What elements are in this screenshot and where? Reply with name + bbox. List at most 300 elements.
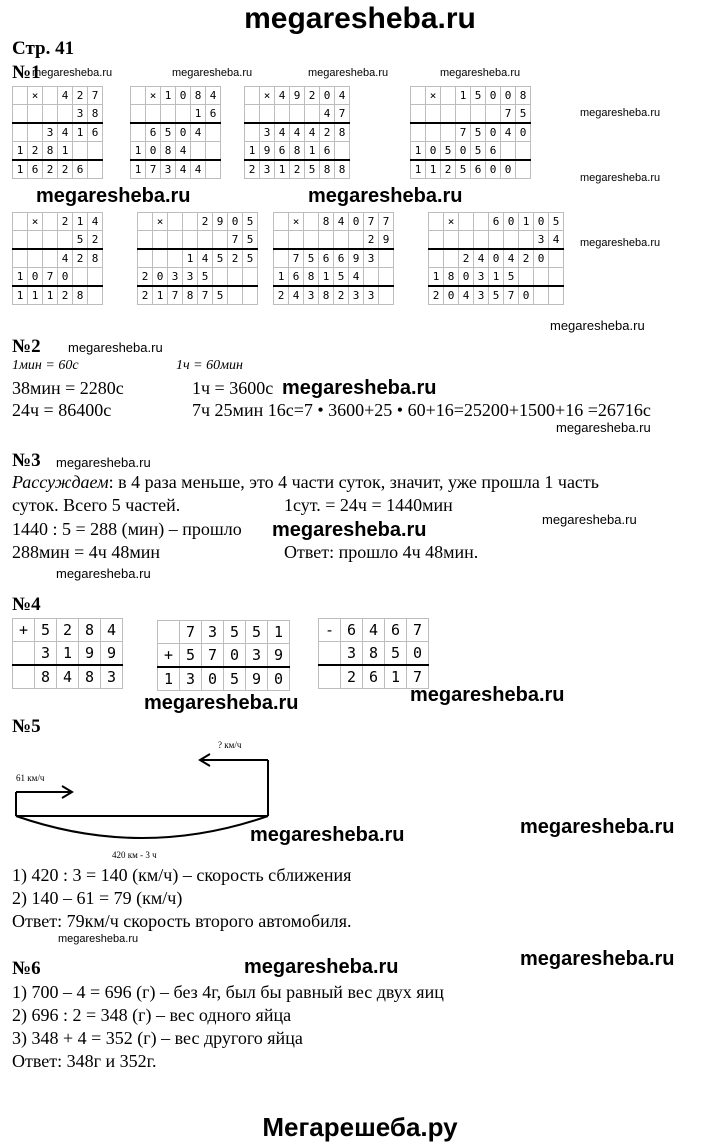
mult-grid-cell xyxy=(168,213,183,231)
column-grid-cell: 8 xyxy=(363,642,385,666)
column-grid-cell: 4 xyxy=(101,619,123,642)
column-grid-cell: 8 xyxy=(79,619,101,642)
mult-grid-cell: 4 xyxy=(501,123,516,142)
mult-grid-cell xyxy=(349,231,364,250)
mult-grid-cell: 5 xyxy=(161,123,176,142)
mult-grid-cell: 3 xyxy=(534,231,549,250)
column-grid-cell: + xyxy=(13,619,35,642)
mult-grid-cell xyxy=(364,268,379,287)
ex3-line1 xyxy=(12,472,599,493)
mult-grid-cell xyxy=(13,87,28,105)
ex3-label: Рассуждаем xyxy=(12,472,109,492)
mult-grid-cell: 4 xyxy=(191,160,206,179)
watermark: megaresheba.ru xyxy=(520,948,675,970)
mult-grid-cell: 2 xyxy=(138,268,153,287)
mult-grid-cell: 4 xyxy=(58,123,73,142)
mult-grid-cell xyxy=(379,286,394,305)
mult-grid-cell: 2 xyxy=(28,142,43,161)
mult-grid-cell: 4 xyxy=(290,123,305,142)
mult-grid-cell: 8 xyxy=(290,142,305,161)
mult-grid-row xyxy=(131,123,221,142)
column-grid-cell: 6 xyxy=(341,619,363,642)
mult-grid-row xyxy=(138,268,258,287)
mult-grid-cell xyxy=(168,249,183,268)
mult-grid-cell xyxy=(411,105,426,124)
mult-grid-cell xyxy=(489,231,504,250)
mult-grid-cell: × xyxy=(260,87,275,105)
mult-grid-cell xyxy=(290,105,305,124)
column-grid-cell: 3 xyxy=(35,642,57,666)
mult-grid-cell: 6 xyxy=(486,142,501,161)
mult-grid-cell: 5 xyxy=(243,249,258,268)
column-grid-cell: 1 xyxy=(57,642,79,666)
mult-grid-cell: 7 xyxy=(228,231,243,250)
mult-grid-row xyxy=(274,249,394,268)
mult-grid-cell xyxy=(228,286,243,305)
mult-grid-cell: 1 xyxy=(13,142,28,161)
mult-grid-cell: 6 xyxy=(73,160,88,179)
mult-grid-cell xyxy=(73,142,88,161)
mult-grid-cell: 0 xyxy=(176,123,191,142)
distance-arc xyxy=(16,816,268,838)
mult-grid-cell xyxy=(519,231,534,250)
column-grid-cell: 1 xyxy=(158,667,180,691)
column-grid-cell xyxy=(13,665,35,689)
mult-grid-cell: 0 xyxy=(228,213,243,231)
distance-label: 420 км - 3 ч xyxy=(112,850,157,860)
mult-grid-cell xyxy=(245,123,260,142)
ex3-line4b: Ответ: прошло 4ч 48мин. xyxy=(284,542,479,562)
column-grid-cell: 3 xyxy=(341,642,363,666)
watermark: megaresheba.ru xyxy=(32,67,113,79)
column-grid-cell: 6 xyxy=(385,619,407,642)
mult-grid-cell: 2 xyxy=(198,213,213,231)
mult-grid-cell xyxy=(13,123,28,142)
watermark: megaresheba.ru xyxy=(244,956,399,978)
mult-grid-cell xyxy=(549,249,564,268)
watermark: megaresheba.ru xyxy=(308,67,389,79)
mult-grid-row xyxy=(13,87,103,105)
mult-grid-cell: 8 xyxy=(320,160,335,179)
column-grid-row xyxy=(13,665,123,689)
mult-grid-cell xyxy=(58,231,73,250)
mult-grid-cell: 2 xyxy=(73,249,88,268)
mult-grid-row xyxy=(131,160,221,179)
column-grid-cell: 7 xyxy=(407,619,429,642)
mult-grid-cell: 8 xyxy=(319,286,334,305)
mult-grid-cell xyxy=(131,123,146,142)
mult-grid-cell xyxy=(444,231,459,250)
mult-grid-cell: 0 xyxy=(489,249,504,268)
mult-grid-cell: 3 xyxy=(364,249,379,268)
mult-grid-cell xyxy=(379,268,394,287)
page-label: Стр. 41 xyxy=(12,38,75,59)
column-grid-cell xyxy=(319,642,341,666)
mult-grid-cell xyxy=(58,105,73,124)
mult-grid-cell: 4 xyxy=(176,160,191,179)
mult-grid-cell: 2 xyxy=(305,87,320,105)
mult-grid-cell xyxy=(146,105,161,124)
mult-grid-cell: 0 xyxy=(176,87,191,105)
mult-grid-8 xyxy=(428,212,564,305)
mult-grid-cell: 0 xyxy=(534,213,549,231)
mult-grid-cell: 7 xyxy=(168,286,183,305)
mult-grid-row xyxy=(13,213,103,231)
mult-grid-cell: 1 xyxy=(28,286,43,305)
mult-grid-7 xyxy=(273,212,394,305)
mult-grid-cell: 0 xyxy=(426,142,441,161)
column-grid-cell: 0 xyxy=(268,667,290,691)
mult-grid-cell: 5 xyxy=(471,123,486,142)
mult-grid-cell: 1 xyxy=(13,268,28,287)
mult-grid-cell: 2 xyxy=(519,249,534,268)
mult-grid-row xyxy=(429,249,564,268)
mult-grid-cell: 8 xyxy=(161,142,176,161)
column-grid-cell: 9 xyxy=(246,667,268,691)
column-grid-row xyxy=(158,621,290,644)
mult-grid-cell xyxy=(516,142,531,161)
mult-grid-cell: 1 xyxy=(131,142,146,161)
watermark: megaresheba.ru xyxy=(282,377,437,399)
mult-grid-row xyxy=(245,87,350,105)
mult-grid-cell xyxy=(304,231,319,250)
mult-grid-cell xyxy=(429,231,444,250)
mult-grid-row xyxy=(429,268,564,287)
mult-grid-cell xyxy=(504,231,519,250)
ex2-line2-left: 24ч = 86400с xyxy=(12,400,112,420)
column-grid-cell: 5 xyxy=(246,621,268,644)
watermark: megaresheba.ru xyxy=(272,519,427,541)
mult-grid-cell: 3 xyxy=(43,123,58,142)
mult-grid-cell: 9 xyxy=(213,213,228,231)
mult-grid-cell xyxy=(43,231,58,250)
column-grid-row xyxy=(13,619,123,642)
mult-grid-cell xyxy=(534,286,549,305)
mult-grid-cell xyxy=(519,268,534,287)
mult-grid-cell xyxy=(305,105,320,124)
mult-grid-cell: 1 xyxy=(274,268,289,287)
mult-grid-cell: 1 xyxy=(519,213,534,231)
add-grid-1 xyxy=(12,618,123,689)
mult-grid-cell: 1 xyxy=(73,213,88,231)
mult-grid-cell xyxy=(153,249,168,268)
ex3-line4a: 288мин = 4ч 48мин xyxy=(12,542,161,562)
mult-grid-cell xyxy=(534,268,549,287)
mult-grid-cell: 3 xyxy=(183,268,198,287)
mult-grid-cell: 3 xyxy=(304,286,319,305)
mult-grid-row xyxy=(131,105,221,124)
mult-grid-cell: 0 xyxy=(534,249,549,268)
mult-grid-5 xyxy=(12,212,103,305)
mult-grid-cell: × xyxy=(153,213,168,231)
mult-grid-cell: 5 xyxy=(516,105,531,124)
mult-grid-row xyxy=(13,142,103,161)
mult-grid-cell: 4 xyxy=(198,249,213,268)
mult-grid-cell: 4 xyxy=(334,213,349,231)
mult-grid-cell: 1 xyxy=(411,142,426,161)
mult-grid-cell xyxy=(206,142,221,161)
watermark: megaresheba.ru xyxy=(580,172,661,184)
mult-grid-cell: 4 xyxy=(320,105,335,124)
mult-grid-cell: 0 xyxy=(519,286,534,305)
mult-grid-row xyxy=(429,231,564,250)
mult-grid-3 xyxy=(244,86,350,179)
mult-grid-cell xyxy=(274,231,289,250)
mult-grid-cell: 1 xyxy=(456,87,471,105)
column-grid-cell: 7 xyxy=(202,644,224,668)
mult-grid-cell: 2 xyxy=(228,249,243,268)
watermark: megaresheba.ru xyxy=(410,684,565,706)
mult-grid-cell xyxy=(426,105,441,124)
mult-grid-cell: 0 xyxy=(486,87,501,105)
mult-grid-cell: 6 xyxy=(275,142,290,161)
mult-grid-cell: 3 xyxy=(349,286,364,305)
mult-grid-cell xyxy=(441,87,456,105)
mult-grid-cell xyxy=(304,213,319,231)
mult-grid-row xyxy=(138,249,258,268)
mult-grid-cell: 0 xyxy=(28,268,43,287)
mult-grid-cell xyxy=(228,268,243,287)
column-grid-cell: 3 xyxy=(246,644,268,668)
mult-grid-cell: 2 xyxy=(441,160,456,179)
column-grid-cell: 5 xyxy=(385,642,407,666)
mult-grid-cell xyxy=(429,249,444,268)
ex3-heading: №3 xyxy=(12,450,41,471)
mult-grid-cell xyxy=(516,160,531,179)
mult-grid-cell xyxy=(549,286,564,305)
mult-grid-cell: 2 xyxy=(320,123,335,142)
footer-site-name: Мегарешеба.ру xyxy=(262,1112,458,1142)
mult-grid-cell: 7 xyxy=(335,105,350,124)
mult-grid-cell xyxy=(319,231,334,250)
column-grid-cell: 9 xyxy=(79,642,101,666)
column-grid-cell: 7 xyxy=(180,621,202,644)
mult-grid-cell: 9 xyxy=(290,87,305,105)
mult-grid-cell xyxy=(441,105,456,124)
mult-grid-cell xyxy=(274,249,289,268)
column-grid-cell: 3 xyxy=(202,621,224,644)
column-grid-cell: 5 xyxy=(180,644,202,668)
mult-grid-cell xyxy=(88,268,103,287)
watermark: megaresheba.ru xyxy=(58,933,139,945)
column-grid-cell: + xyxy=(158,644,180,668)
mult-grid-row xyxy=(274,213,394,231)
ex4-heading: №4 xyxy=(12,594,41,615)
mult-grid-cell: 6 xyxy=(489,213,504,231)
mult-grid-cell: 5 xyxy=(489,286,504,305)
mult-grid-row xyxy=(138,286,258,305)
mult-grid-cell: 8 xyxy=(43,142,58,161)
mult-grid-row xyxy=(13,249,103,268)
mult-grid-cell: 3 xyxy=(474,286,489,305)
mult-grid-cell: 0 xyxy=(516,123,531,142)
mult-grid-cell: 2 xyxy=(88,231,103,250)
mult-grid-cell: 0 xyxy=(501,160,516,179)
mult-grid-cell xyxy=(131,105,146,124)
mult-grid-cell: 8 xyxy=(516,87,531,105)
column-grid-row xyxy=(319,642,429,666)
mult-grid-row xyxy=(131,87,221,105)
mult-grid-cell: 5 xyxy=(213,286,228,305)
mult-grid-cell: 7 xyxy=(289,249,304,268)
mult-grid-row xyxy=(245,105,350,124)
mult-grid-cell xyxy=(168,231,183,250)
mult-grid-cell xyxy=(429,213,444,231)
mult-grid-cell xyxy=(245,105,260,124)
speed-label-2: ? км/ч xyxy=(218,740,242,750)
mult-grid-cell xyxy=(213,268,228,287)
mult-grid-cell: 5 xyxy=(549,213,564,231)
mult-grid-cell: 2 xyxy=(429,286,444,305)
mult-grid-cell: 4 xyxy=(335,87,350,105)
mult-grid-cell xyxy=(183,231,198,250)
mult-grid-cell xyxy=(88,142,103,161)
mult-grid-cell: 6 xyxy=(334,249,349,268)
mult-grid-cell xyxy=(28,231,43,250)
mult-grid-cell: 1 xyxy=(305,142,320,161)
column-grid-cell: 7 xyxy=(407,665,429,689)
mult-grid-cell xyxy=(486,105,501,124)
mult-grid-row xyxy=(274,286,394,305)
watermark: megaresheba.ru xyxy=(580,107,661,119)
column-grid-cell: 1 xyxy=(268,621,290,644)
mult-grid-cell: 1 xyxy=(429,268,444,287)
ex5-line3: Ответ: 79км/ч скорость второго автомобиля. xyxy=(12,911,352,931)
mult-grid-cell: 7 xyxy=(198,286,213,305)
column-grid-cell: 0 xyxy=(202,667,224,691)
column-grid-cell: 5 xyxy=(35,619,57,642)
mult-grid-row xyxy=(245,123,350,142)
mult-grid-cell: 7 xyxy=(379,213,394,231)
mult-grid-row xyxy=(13,231,103,250)
ex6-line2: 2) 696 : 2 = 348 (г) – вес одного яйца xyxy=(12,1005,292,1025)
watermark: megaresheba.ru xyxy=(144,692,299,714)
ex2-line2-right: 7ч 25мин 16с=7 • 3600+25 • 60+16=25200+1500+16 =26716с xyxy=(192,400,651,420)
mult-grid-cell: 6 xyxy=(88,123,103,142)
watermark: megaresheba.ru xyxy=(308,185,463,207)
ex3-line3: 1440 : 5 = 288 (мин) – прошло xyxy=(12,519,242,539)
mult-grid-cell: 4 xyxy=(474,249,489,268)
mult-grid-cell xyxy=(73,268,88,287)
mult-grid-cell: × xyxy=(28,87,43,105)
mult-grid-cell: 1 xyxy=(13,160,28,179)
mult-grid-cell: 7 xyxy=(43,268,58,287)
mult-grid-cell: 5 xyxy=(213,249,228,268)
mult-grid-row xyxy=(411,123,531,142)
column-grid-cell: 8 xyxy=(79,665,101,689)
mult-grid-cell xyxy=(260,105,275,124)
mult-grid-cell xyxy=(243,268,258,287)
mult-grid-cell: 0 xyxy=(504,213,519,231)
mult-grid-cell: 1 xyxy=(245,142,260,161)
mult-grid-cell: 5 xyxy=(304,249,319,268)
mult-grid-cell: 5 xyxy=(471,87,486,105)
mult-grid-cell: 5 xyxy=(243,231,258,250)
mult-grid-1 xyxy=(12,86,103,179)
mult-grid-cell xyxy=(43,87,58,105)
mult-grid-cell: 4 xyxy=(206,87,221,105)
mult-grid-cell xyxy=(28,105,43,124)
mult-grid-cell xyxy=(28,249,43,268)
mult-grid-cell: 8 xyxy=(88,105,103,124)
column-grid-cell: 2 xyxy=(57,619,79,642)
ex5-line1: 1) 420 : 3 = 140 (км/ч) – скорость сближения xyxy=(12,865,352,885)
column-grid-cell: 9 xyxy=(268,644,290,668)
mult-grid-4 xyxy=(410,86,531,179)
mult-grid-cell: 8 xyxy=(444,268,459,287)
ex6-line4: Ответ: 348г и 352г. xyxy=(12,1051,157,1071)
mult-grid-cell: 4 xyxy=(289,286,304,305)
mult-grid-cell: 0 xyxy=(459,268,474,287)
mult-grid-cell xyxy=(138,249,153,268)
mult-grid-cell xyxy=(245,87,260,105)
speed-label-1: 61 км/ч xyxy=(16,773,45,783)
mult-grid-cell: 4 xyxy=(58,87,73,105)
watermark: megaresheba.ru xyxy=(556,420,651,435)
mult-grid-cell: 7 xyxy=(146,160,161,179)
watermark: megaresheba.ru xyxy=(56,566,151,581)
mult-grid-cell: 0 xyxy=(146,142,161,161)
ex2-heading: №2 xyxy=(12,336,41,357)
mult-grid-cell xyxy=(206,123,221,142)
mult-grid-cell: 4 xyxy=(459,286,474,305)
mult-grid-cell: 0 xyxy=(58,268,73,287)
column-grid-cell: 4 xyxy=(57,665,79,689)
mult-grid-row xyxy=(13,286,103,305)
mult-grid-cell: 9 xyxy=(260,142,275,161)
mult-grid-cell: 6 xyxy=(289,268,304,287)
mult-grid-cell: 3 xyxy=(364,286,379,305)
watermark: megaresheba.ru xyxy=(440,67,521,79)
column-grid-cell: 3 xyxy=(180,667,202,691)
mult-grid-cell: 0 xyxy=(153,268,168,287)
mult-grid-cell: 4 xyxy=(176,142,191,161)
mult-grid-2 xyxy=(130,86,221,179)
mult-grid-row xyxy=(429,213,564,231)
mult-grid-row xyxy=(245,142,350,161)
mult-grid-cell: 3 xyxy=(161,160,176,179)
mult-grid-row xyxy=(138,213,258,231)
mult-grid-cell xyxy=(13,213,28,231)
ex6-line3: 3) 348 + 4 = 352 (г) – вес другого яйца xyxy=(12,1028,303,1048)
mult-grid-cell: 1 xyxy=(489,268,504,287)
mult-grid-cell: 0 xyxy=(501,87,516,105)
mult-grid-cell xyxy=(501,142,516,161)
mult-grid-cell: 4 xyxy=(88,213,103,231)
mult-grid-cell: 1 xyxy=(191,105,206,124)
mult-grid-cell xyxy=(444,249,459,268)
watermark: megaresheba.ru xyxy=(580,237,661,249)
mult-grid-cell: 2 xyxy=(73,87,88,105)
mult-grid-cell xyxy=(176,105,191,124)
mult-grid-cell: 9 xyxy=(379,231,394,250)
mult-grid-cell: 1 xyxy=(131,160,146,179)
mult-grid-cell: 3 xyxy=(260,160,275,179)
mult-grid-cell: 2 xyxy=(43,160,58,179)
ex2-hint-hour: 1ч = 60мин xyxy=(176,358,244,373)
ex5-line2: 2) 140 – 61 = 79 (км/ч) xyxy=(12,888,183,908)
watermark: megaresheba.ru xyxy=(68,340,163,355)
column-grid-row xyxy=(158,667,290,691)
mult-grid-6 xyxy=(137,212,258,305)
mult-grid-row xyxy=(411,142,531,161)
watermark: megaresheba.ru xyxy=(36,185,191,207)
mult-grid-cell: 3 xyxy=(168,268,183,287)
mult-grid-cell: 5 xyxy=(441,142,456,161)
mult-grid-cell xyxy=(138,231,153,250)
mult-grid-cell: 0 xyxy=(456,142,471,161)
mult-grid-cell: 2 xyxy=(459,249,474,268)
